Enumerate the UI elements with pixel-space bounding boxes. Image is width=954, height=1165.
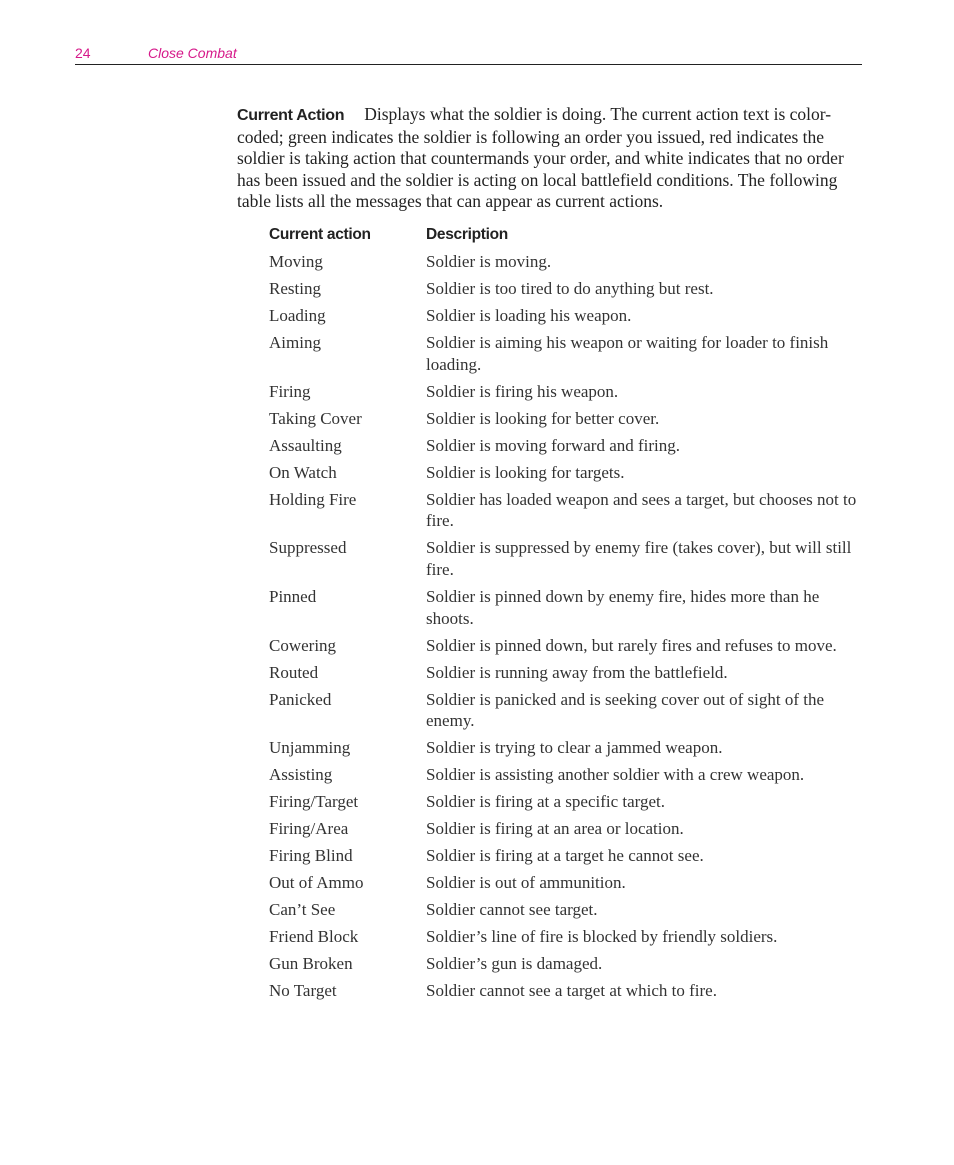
table-row: [269, 737, 864, 764]
action-description: Soldier is pinned down by enemy fire, hides more than he shoots.: [426, 587, 820, 628]
action-description: Soldier’s gun is damaged.: [426, 954, 603, 974]
section-text: Displays what the soldier is doing. The current action text is color-coded; green indicates the soldier is following an order you issued, red indicates the soldier is taking action that countermands your order, and white indicates that no order has been issued and the soldier is acting on local battlefield conditions. The following table lists all the messages that can appear as current actions.: [237, 104, 844, 212]
table-row: [269, 872, 864, 899]
action-name: Moving: [269, 251, 323, 271]
table-row: [269, 980, 864, 1007]
action-name: Assisting: [269, 765, 333, 785]
page-header: [75, 43, 862, 65]
action-name: Loading: [269, 305, 326, 325]
page-number: 24: [75, 45, 91, 61]
column-header-current-action: Current action: [269, 225, 371, 243]
action-name: Firing/Area: [269, 819, 349, 839]
section-paragraph: [237, 104, 864, 213]
table-row: [269, 953, 864, 980]
table-row: [269, 635, 864, 662]
action-description: Soldier is firing at a specific target.: [426, 792, 666, 812]
action-name: Unjamming: [269, 738, 351, 758]
section-term: Current Action: [237, 107, 345, 124]
action-name: On Watch: [269, 462, 337, 482]
action-name: Pinned: [269, 587, 317, 607]
action-name: Firing Blind: [269, 846, 353, 866]
current-action-table: [269, 224, 864, 1008]
action-description: Soldier is looking for targets.: [426, 462, 625, 482]
table-row: [269, 305, 864, 332]
action-name: Firing: [269, 381, 311, 401]
action-name: Firing/Target: [269, 792, 359, 812]
action-description: Soldier is moving.: [426, 251, 552, 271]
table-row: [269, 278, 864, 305]
action-description: Soldier cannot see target.: [426, 900, 598, 920]
table-row: [269, 791, 864, 818]
action-description: Soldier is firing his weapon.: [426, 381, 619, 401]
action-description: Soldier is out of ammunition.: [426, 873, 626, 893]
action-name: Suppressed: [269, 538, 347, 558]
action-name: Friend Block: [269, 927, 359, 947]
table-row: [269, 251, 864, 278]
table-row: [269, 818, 864, 845]
action-name: Out of Ammo: [269, 873, 364, 893]
table-row: [269, 764, 864, 791]
action-description: Soldier has loaded weapon and sees a target, but chooses not to fire.: [426, 489, 857, 531]
table-row: [269, 462, 864, 489]
table-body: [269, 251, 864, 1008]
action-name: Panicked: [269, 689, 332, 709]
action-description: Soldier is panicked and is seeking cover out of sight of the enemy.: [426, 689, 824, 731]
table-row: [269, 489, 864, 538]
table-row: [269, 435, 864, 462]
action-name: Cowering: [269, 635, 337, 655]
column-header-description: Description: [426, 225, 508, 243]
action-description: Soldier’s line of fire is blocked by friendly soldiers.: [426, 927, 778, 947]
action-name: Routed: [269, 662, 319, 682]
running-title: Close Combat: [148, 45, 237, 61]
action-description: Soldier cannot see a target at which to fire.: [426, 981, 717, 1001]
table-row: [269, 586, 864, 635]
action-name: Aiming: [269, 332, 321, 352]
action-description: Soldier is looking for better cover.: [426, 408, 660, 428]
action-description: Soldier is too tired to do anything but rest.: [426, 278, 714, 298]
table-row: [269, 408, 864, 435]
action-name: Assaulting: [269, 435, 342, 455]
action-name: Gun Broken: [269, 954, 353, 974]
table-row: [269, 662, 864, 689]
table-row: [269, 381, 864, 408]
table-row: [269, 332, 864, 381]
action-description: Soldier is trying to clear a jammed weapon.: [426, 738, 723, 758]
table-row: [269, 899, 864, 926]
action-description: Soldier is firing at an area or location.: [426, 819, 684, 839]
action-description: Soldier is firing at a target he cannot see.: [426, 846, 704, 866]
action-description: Soldier is moving forward and firing.: [426, 435, 681, 455]
action-name: Taking Cover: [269, 408, 362, 428]
page-content: [237, 104, 864, 1007]
table-row: [269, 537, 864, 586]
action-description: Soldier is aiming his weapon or waiting for loader to finish loading.: [426, 332, 829, 374]
action-name: Can’t See: [269, 900, 336, 920]
action-description: Soldier is running away from the battlefield.: [426, 662, 728, 682]
action-name: No Target: [269, 981, 337, 1001]
action-description: Soldier is suppressed by enemy fire (takes cover), but will still fire.: [426, 538, 852, 580]
action-name: Holding Fire: [269, 489, 357, 509]
action-name: Resting: [269, 278, 321, 298]
table-row: [269, 689, 864, 738]
action-description: Soldier is pinned down, but rarely fires and refuses to move.: [426, 635, 837, 655]
table-row: [269, 845, 864, 872]
action-description: Soldier is assisting another soldier with a crew weapon.: [426, 765, 805, 785]
table-header-row: [269, 224, 864, 251]
action-description: Soldier is loading his weapon.: [426, 305, 632, 325]
table-row: [269, 926, 864, 953]
